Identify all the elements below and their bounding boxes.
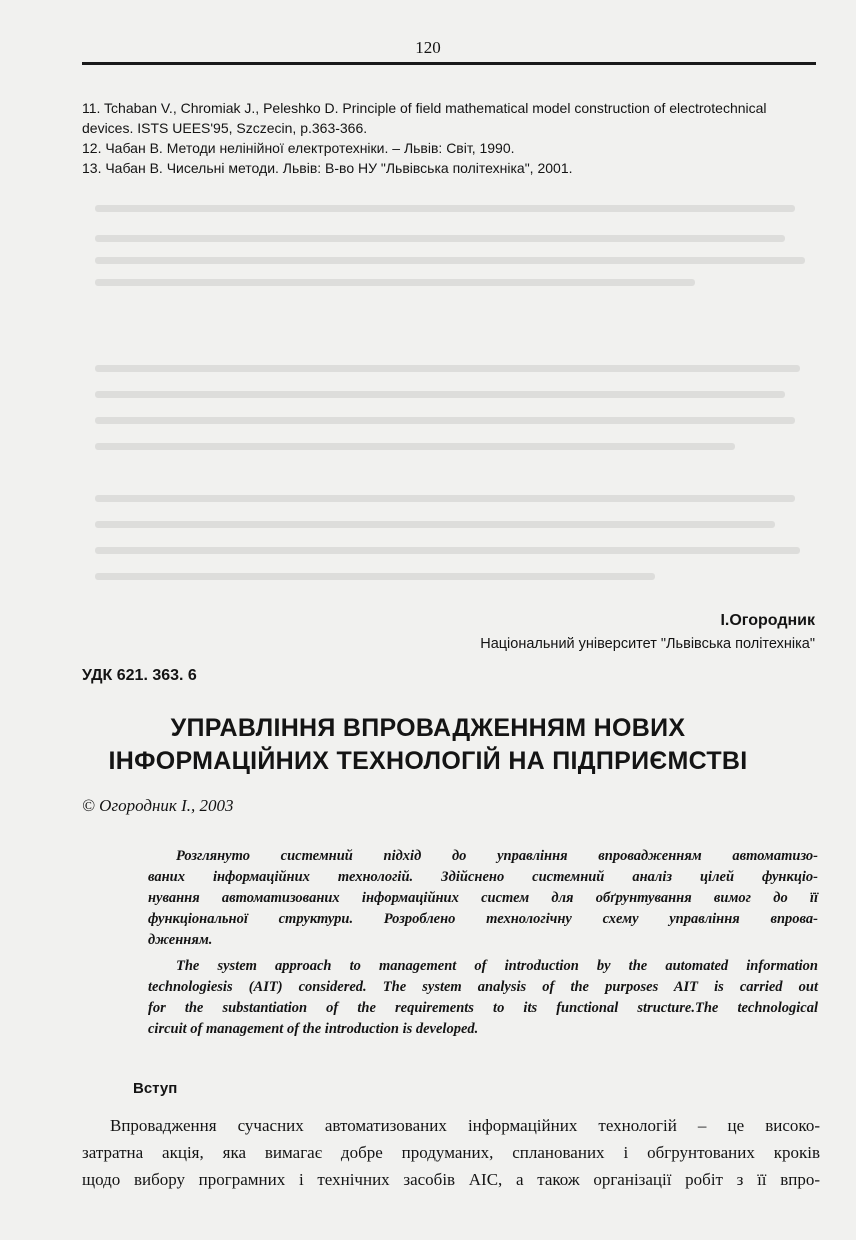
reference-list — [82, 98, 822, 178]
reference-item: 12. Чабан В. Методи нелінійної електротехніки. – Львів: Світ, 1990. — [82, 140, 515, 156]
section-heading: Вступ — [133, 1080, 178, 1097]
abstract-line: ваних інформаційних технологій. Здійснено системний аналіз цілей функціо- — [148, 869, 818, 885]
body-line: затратна акція, яка вимагає добре продуманих, спланованих і обгрунтованих кроків — [82, 1143, 820, 1162]
title-line: УПРАВЛІННЯ ВПРОВАДЖЕННЯМ НОВИХ — [170, 714, 686, 742]
title-line: ІНФОРМАЦІЙНИХ ТЕХНОЛОГІЙ НА ПІДПРИЄМСТВІ — [108, 747, 748, 775]
reference-item: 11. Tchaban V., Chromiak J., Peleshko D. Principle of field mathematical model construction of electrotechnical — [82, 100, 767, 116]
abstract-line: функціональної структури. Розроблено технологічну схему управління впрова- — [148, 911, 818, 927]
page-number: 120 — [415, 38, 441, 57]
author-name: І.Огородник — [720, 612, 815, 629]
bleed-through-shadow — [95, 195, 815, 595]
body-line: щодо вибору програмних і технічних засобів АІС, а також організації робіт з її впро- — [82, 1170, 820, 1189]
article-title — [40, 712, 816, 778]
body-line: Впровадження сучасних автоматизованих інформаційних технологій – це високо- — [110, 1116, 820, 1135]
body-paragraph — [82, 1112, 820, 1193]
abstract-line: for the substantiation of the requirements to its functional structure.The technological — [148, 1000, 818, 1016]
udc-code: УДК 621. 363. 6 — [82, 667, 197, 684]
abstract-line: нування автоматизованих інформаційних систем для обґрунтування вимог до її — [148, 890, 818, 906]
reference-item: 13. Чабан В. Чисельні методи. Львів: В-во НУ "Львівська політехніка", 2001. — [82, 160, 573, 176]
abstract-line: дженням. — [148, 932, 213, 948]
abstract-line: Розглянуто системний підхід до управління впровадженням автоматизо- — [176, 848, 818, 864]
copyright-notice: © Огородник І., 2003 — [82, 796, 234, 815]
abstract-line: technologiesis (AIT) considered. The system analysis of the purposes AIT is carried out — [148, 979, 818, 995]
author-affiliation: Національний університет "Львівська політехніка" — [480, 636, 815, 652]
header-rule — [82, 62, 816, 65]
abstract-line: circuit of management of the introduction is developed. — [148, 1021, 479, 1037]
abstract-line: The system approach to management of introduction by the automated information — [176, 958, 818, 974]
abstract-english — [148, 956, 818, 1040]
reference-item: devices. ISTS UEES'95, Szczecin, p.363-366. — [82, 120, 368, 136]
abstract-ukrainian — [148, 846, 818, 951]
